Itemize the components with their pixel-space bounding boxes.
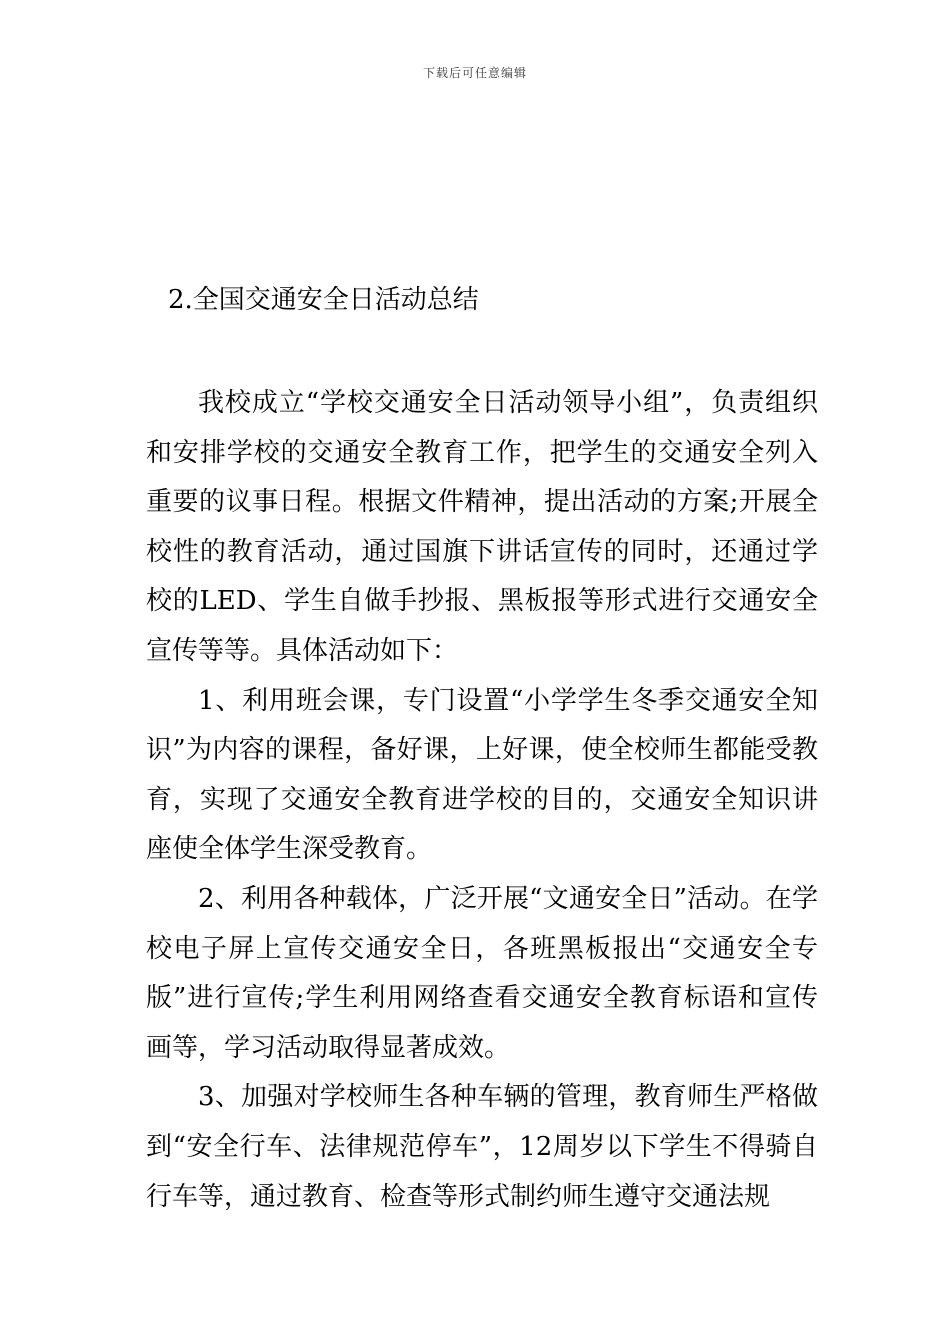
document-body xyxy=(146,379,818,1222)
document-heading: 2.全国交通安全日活动总结 xyxy=(168,285,479,315)
paragraph-item-3: 3、加强对学校师生各种车辆的管理，教育师生严格做到“安全行车、法律规范停车”，12周岁以下学生不得骑自行车等，通过教育、检查等形式制约师生遵守交通法规 xyxy=(146,1082,818,1212)
paragraph-item-1: 1、利用班会课，专门设置“小学学生冬季交通安全知识”为内容的课程，备好课，上好课，使全校师生都能受教育，实现了交通安全教育进学校的目的，交通安全知识讲座使全体学生深受教育。 xyxy=(146,685,818,865)
page-header-note: 下载后可任意编辑 xyxy=(422,66,527,80)
paragraph-intro: 我校成立“学校交通安全日活动领导小组”，负责组织和安排学校的交通安全教育工作，把学生的交通安全列入重要的议事日程。根据文件精神，提出活动的方案;开展全校性的教育活动，通过国旗下讲话宣传的同时，还通过学校的LED、学生自做手抄报、黑板报等形式进行交通安全宣传等等。具体活动如下： xyxy=(146,388,818,666)
paragraph-item-2: 2、利用各种载体，广泛开展“文通安全日”活动。在学校电子屏上宣传交通安全日，各班黑板报出“交通安全专版”进行宣传;学生利用网络查看交通安全教育标语和宣传画等，学习活动取得显著成效。 xyxy=(146,883,818,1063)
